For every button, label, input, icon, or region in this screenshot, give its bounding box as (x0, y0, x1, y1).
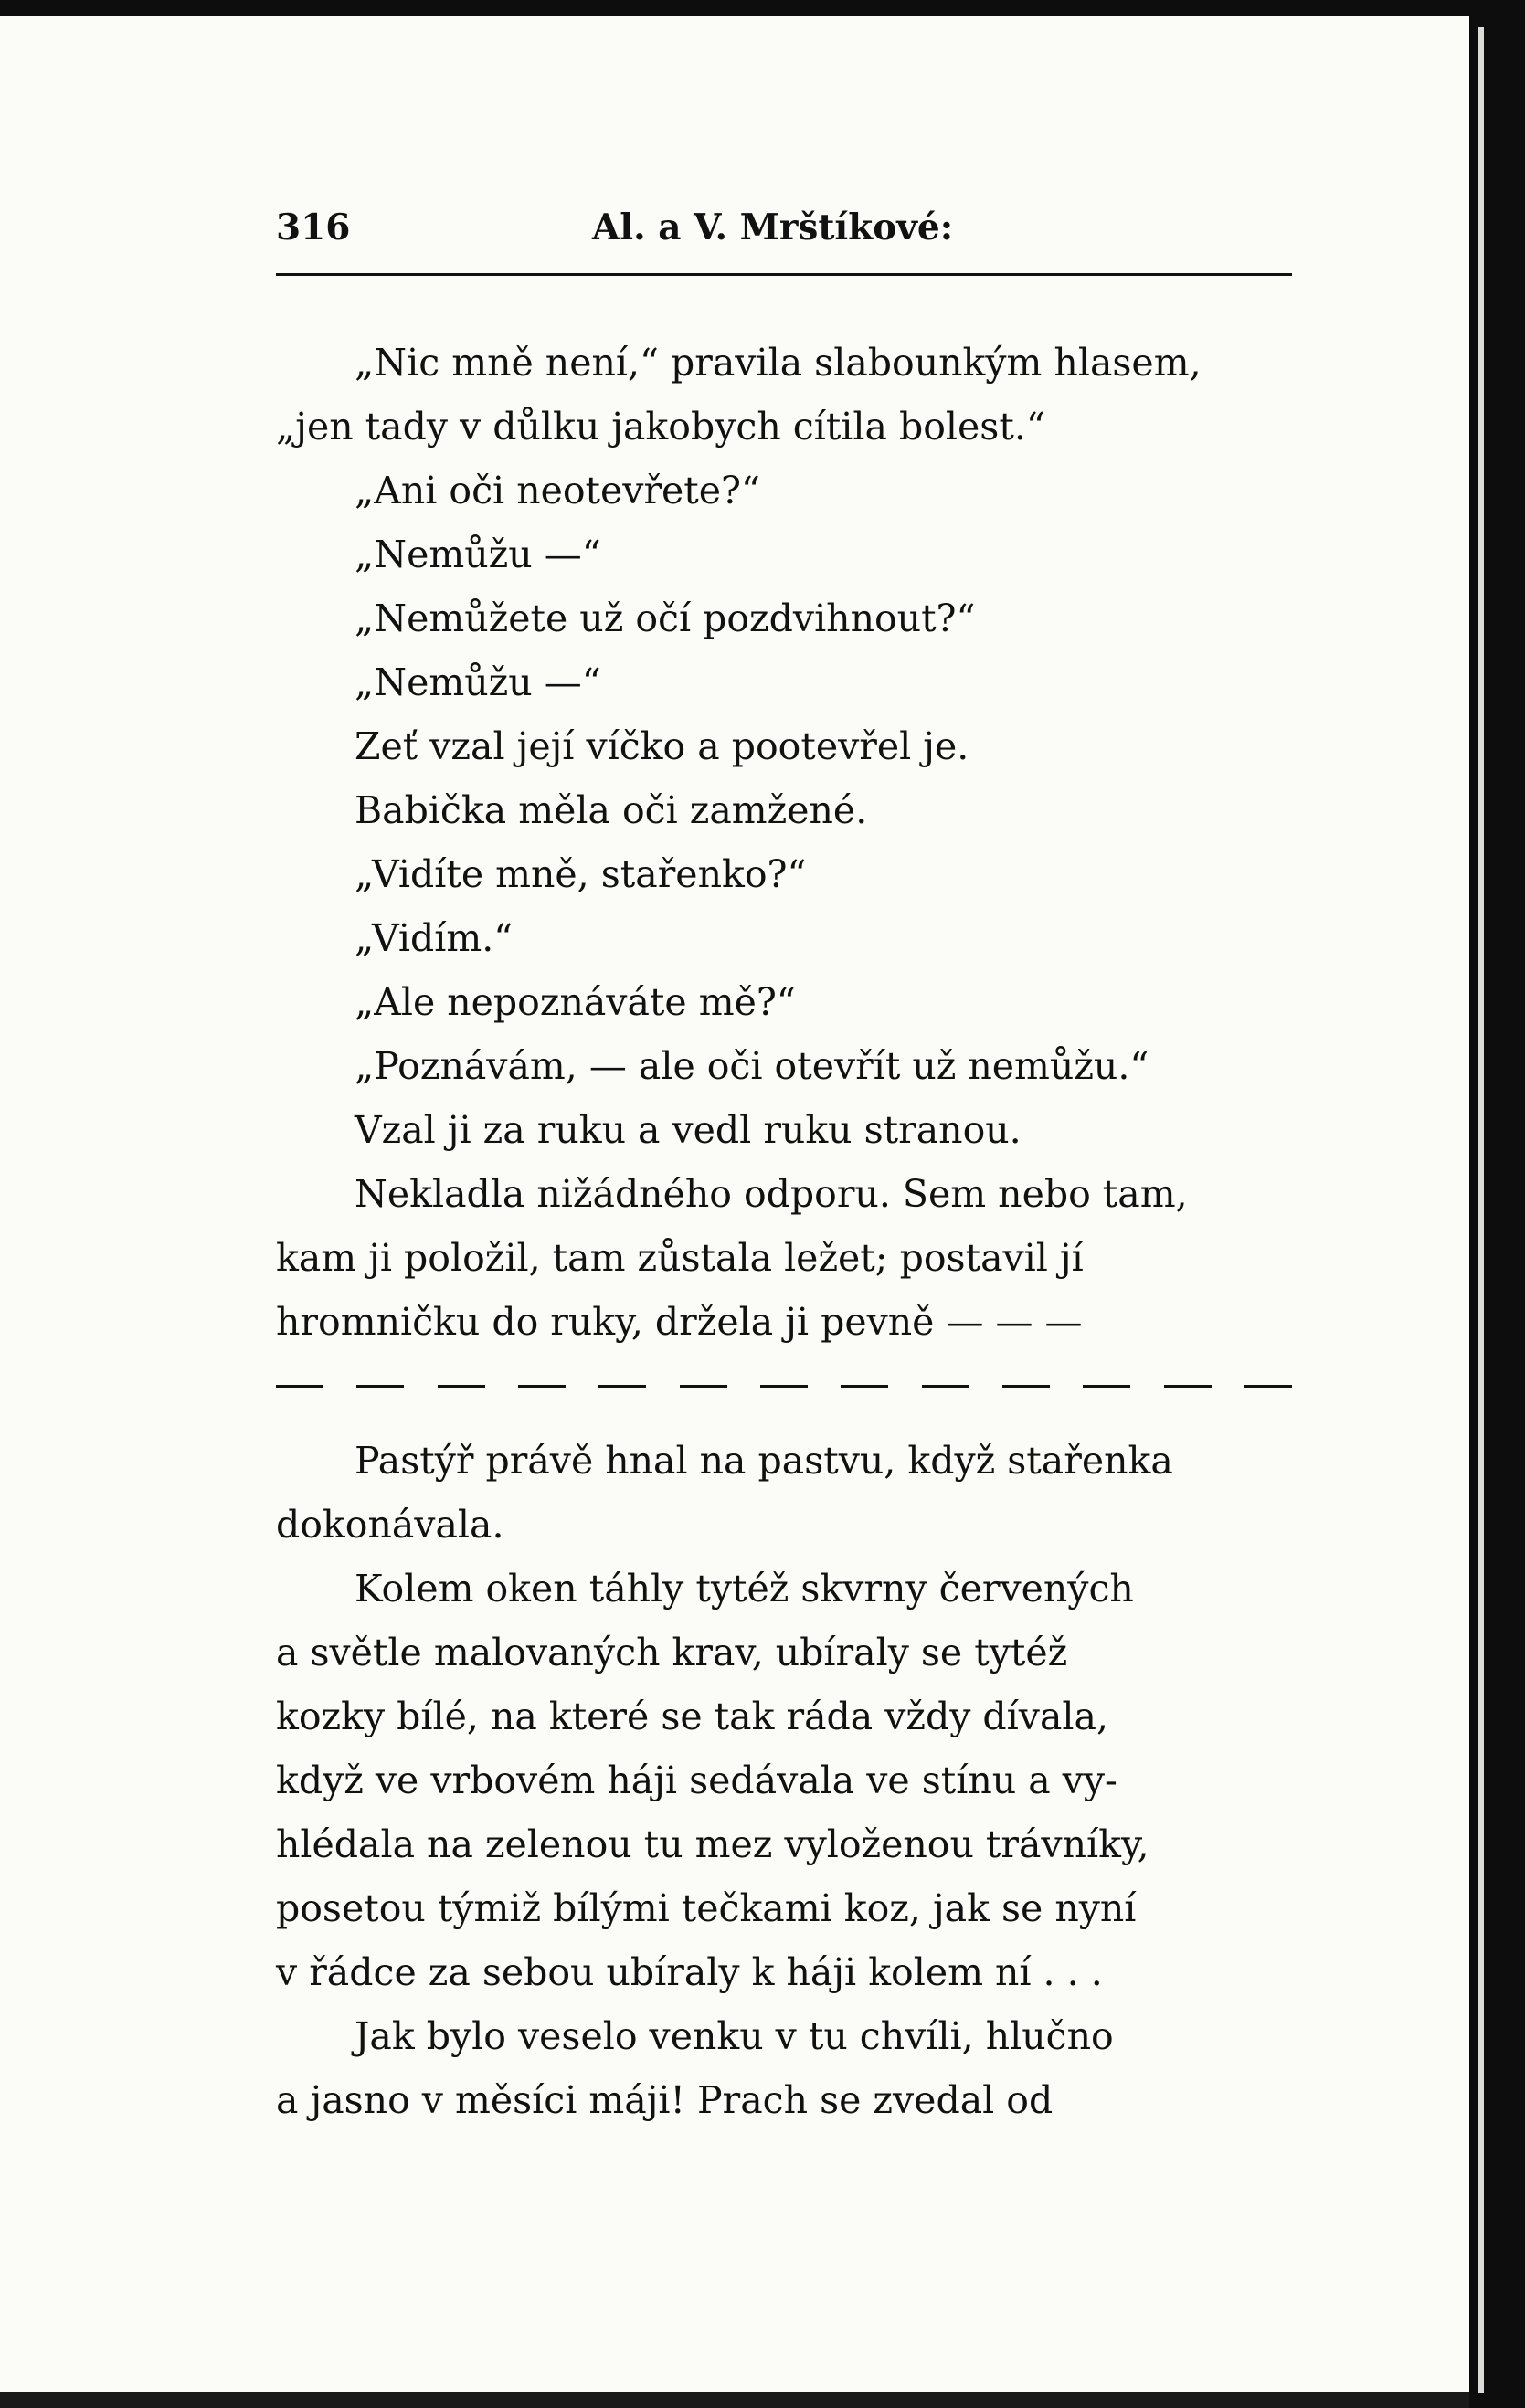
dash-mark (922, 1385, 969, 1388)
text-line: „Vidíte mně, stařenko?“ (355, 852, 807, 896)
dash-separator (276, 1354, 1292, 1418)
scan-page-strip (1478, 27, 1484, 2393)
dash-mark (680, 1385, 727, 1388)
text-line: „Nemůžu —“ (355, 533, 601, 576)
dash-mark (1164, 1385, 1212, 1388)
page-header (276, 206, 1292, 261)
text-line: „Ani oči neotevřete?“ (355, 469, 760, 512)
text-line: Jak bylo veselo venku v tu chvíli, hlučno (355, 2014, 1114, 2058)
header-rule (276, 273, 1292, 276)
text-line: a světle malovaných krav, ubíraly se tytéž (276, 1631, 1068, 1674)
text-line: v řádce za sebou ubíraly k háji kolem ní . . . (276, 1950, 1103, 1994)
text-line: hromničku do ruky, držela ji pevně — — — (276, 1300, 1083, 1344)
text-line: Babička měla oči zamžené. (355, 788, 868, 832)
text-line: „Ale nepoznáváte mě?“ (355, 980, 796, 1024)
text-line: kozky bílé, na které se tak ráda vždy dívala, (276, 1695, 1108, 1738)
text-line: „Vidím.“ (355, 916, 514, 960)
dash-mark (438, 1385, 485, 1388)
dash-mark (1244, 1385, 1292, 1388)
dash-mark (518, 1385, 566, 1388)
text-line: když ve vrbovém háji sedávala ve stínu a vy- (276, 1758, 1117, 1802)
text-line: Zeť vzal její víčko a pootevřel je. (355, 724, 969, 768)
dash-mark (598, 1385, 646, 1388)
running-head: Al. a V. Mrštíkové: (592, 206, 954, 248)
text-line: hlédala na zelenou tu mez vyloženou trávníky, (276, 1822, 1149, 1866)
text-line: „Nemůžu —“ (355, 660, 601, 704)
dash-mark (356, 1385, 404, 1388)
dash-mark (276, 1385, 323, 1388)
text-line: „Poznávám, — ale oči otevřít už nemůžu.“ (355, 1044, 1149, 1088)
text-line: Kolem oken táhly tytéž skvrny červených (355, 1567, 1134, 1611)
page-number: 316 (276, 206, 351, 248)
dash-mark (1083, 1385, 1130, 1388)
text-line: Nekladla nižádného odporu. Sem nebo tam, (355, 1172, 1188, 1216)
text-line: kam ji položil, tam zůstala ležet; postavil jí (276, 1236, 1084, 1280)
text-line: a jasno v měsíci máji! Prach se zvedal od (276, 2078, 1054, 2122)
dash-mark (841, 1385, 888, 1388)
scan-top-edge (0, 0, 1525, 16)
text-line: „jen tady v důlku jakobych cítila bolest.“ (276, 405, 1045, 449)
dash-mark (1002, 1385, 1050, 1388)
text-line: dokonávala. (276, 1503, 504, 1547)
text-line: Vzal ji za ruku a vedl ruku stranou. (355, 1108, 1022, 1152)
text-line: Pastýř právě hnal na pastvu, když stařenka (355, 1439, 1173, 1483)
text-line: posetou týmiž bílými tečkami koz, jak se nyní (276, 1886, 1137, 1930)
dash-mark (760, 1385, 808, 1388)
text-line: „Nemůžete už očí pozdvihnout?“ (355, 597, 976, 640)
text-line: „Nic mně není,“ pravila slabounkým hlasem, (355, 341, 1202, 385)
body-text (276, 331, 1292, 2132)
